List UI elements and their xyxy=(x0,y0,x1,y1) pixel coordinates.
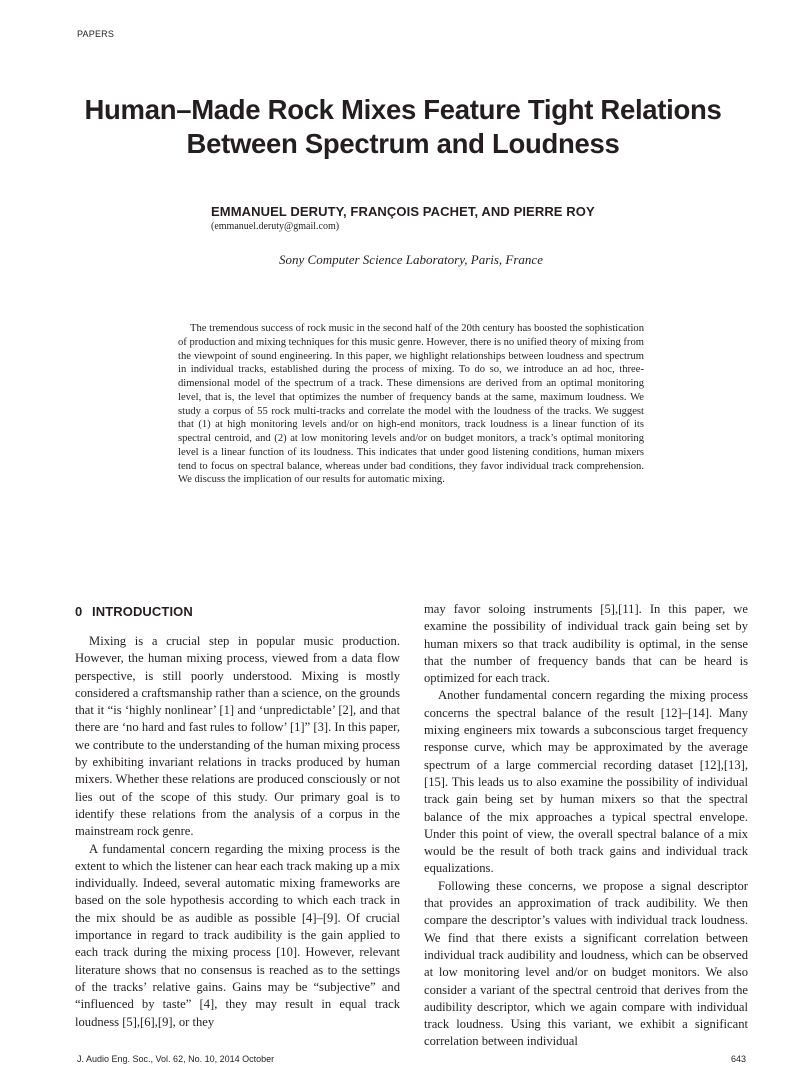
section-number: 0 xyxy=(75,604,83,619)
author-list: EMMANUEL DERUTY, FRANÇOIS PACHET, AND PIERRE ROY xyxy=(211,204,595,219)
paragraph: Following these concerns, we propose a signal descriptor that provides an approximation of track audibility. We then compare the descriptor’s values with individual track loudness. We find that there exists a significant correlation between individual track audibility and loudness, which can be observed at low monitoring level and/or on budget monitors. We also consider a variant of the spectral centroid that derives from the audibility descriptor, which we again compare with individual track loudness. Using this variant, we exhibit a significant correlation between individual xyxy=(424,878,748,1049)
left-column xyxy=(75,601,400,1031)
paragraph: may favor soloing instruments [5],[11]. In this paper, we examine the possibility of individual track gain being set by human mixers so that track audibility is optimal, in the sense that the number of frequency bands that can be heard is optimized for each track. xyxy=(424,602,748,686)
title-line-1: Human–Made Rock Mixes Feature Tight Relations xyxy=(84,94,722,125)
section-heading xyxy=(75,604,400,619)
paragraph: Mixing is a crucial step in popular music production. However, the human mixing process, viewed from a data flow perspective, is still poorly understood. Mixing is mostly considered a craftsmanship rather than a science, on the grounds that it “is ‘highly nonlinear’ [1] and ‘unpredictable’ [2], and that there are ‘no hard and fast rules to follow’ [1]” [3]. In this paper, we contribute to the understanding of the human mixing process by exhibiting invariant relations in tracks produced by human mixers. Whether these relations are produced consciously or not lies out of the scope of this study. Our primary goal is to identify these relations from the analysis of a corpus in the mainstream rock genre. xyxy=(75,634,400,839)
right-column xyxy=(424,601,748,1051)
title-line-2: Between Spectrum and Loudness xyxy=(186,128,620,159)
paper-title xyxy=(60,93,746,161)
paragraph: Another fundamental concern regarding the mixing process concerns the spectral balance of the result [12]–[14]. Many mixing engineers mix towards a subconscious target frequency response curve, which may be approximated by the average spectrum of a large commercial recording dataset [12],[13],[15]. This leads us to also examine the possibility of individual track gain being set by human mixers so that the spectral balance of the mix approaches a typical spectral envelope. Under this point of view, the overall spectral balance of a mix would be the result of both track gains and individual track equalizations. xyxy=(424,688,748,876)
page-number: 643 xyxy=(730,1054,746,1064)
paragraph: A fundamental concern regarding the mixing process is the extent to which the listener can hear each track making up a mix individually. Indeed, several automatic mixing frameworks are based on the sole hypothesis according to which each track in the mix should be as audible as possible [4]–[9]. Of crucial importance in regard to track audibility is the gain applied to each track during the mixing process [10]. However, relevant literature shows that no consensus is reached as to the settings of the tracks’ relative gains. Gains may be “subjective” and “influenced by taste” [4], they may result in equal track loudness [5],[6],[9], or they xyxy=(75,841,400,1029)
journal-citation: J. Audio Eng. Soc., Vol. 62, No. 10, 2014 October xyxy=(77,1054,275,1064)
section-tag: PAPERS xyxy=(77,29,115,39)
section-title: INTRODUCTION xyxy=(92,604,193,619)
affiliation: Sony Computer Science Laboratory, Paris, France xyxy=(279,252,543,267)
abstract xyxy=(178,322,644,487)
author-email: (emmanuel.deruty@gmail.com) xyxy=(211,221,340,232)
abstract-text: The tremendous success of rock music in the second half of the 20th century has boosted the sophistication of production and mixing techniques for this music genre. However, there is no unified theory of mixing from the viewpoint of sound engineering. In this paper, we highlight relationships between loudness and spectrum in individual tracks, established during the process of mixing. To do so, we introduce an ad hoc, three-dimensional model of the spectrum of a track. These dimensions are derived from an optimal monitoring level, that is, the level that optimizes the number of frequency bands at the same, maximum loudness. We study a corpus of 55 rock multi-tracks and correlate the model with the loudness of the tracks. We suggest that (1) at high monitoring levels and/or on high-end monitors, track loudness is a linear function of its spectral centroid, and (2) at low monitoring levels and/or on budget monitors, a track’s optimal monitoring level is a linear function of its loudness. This indicates that under good listening conditions, human mixers tend to focus on spectral balance, whereas under bad conditions, they favor individual track comprehension. We discuss the implication of our results for automatic mixing. xyxy=(178,323,644,486)
